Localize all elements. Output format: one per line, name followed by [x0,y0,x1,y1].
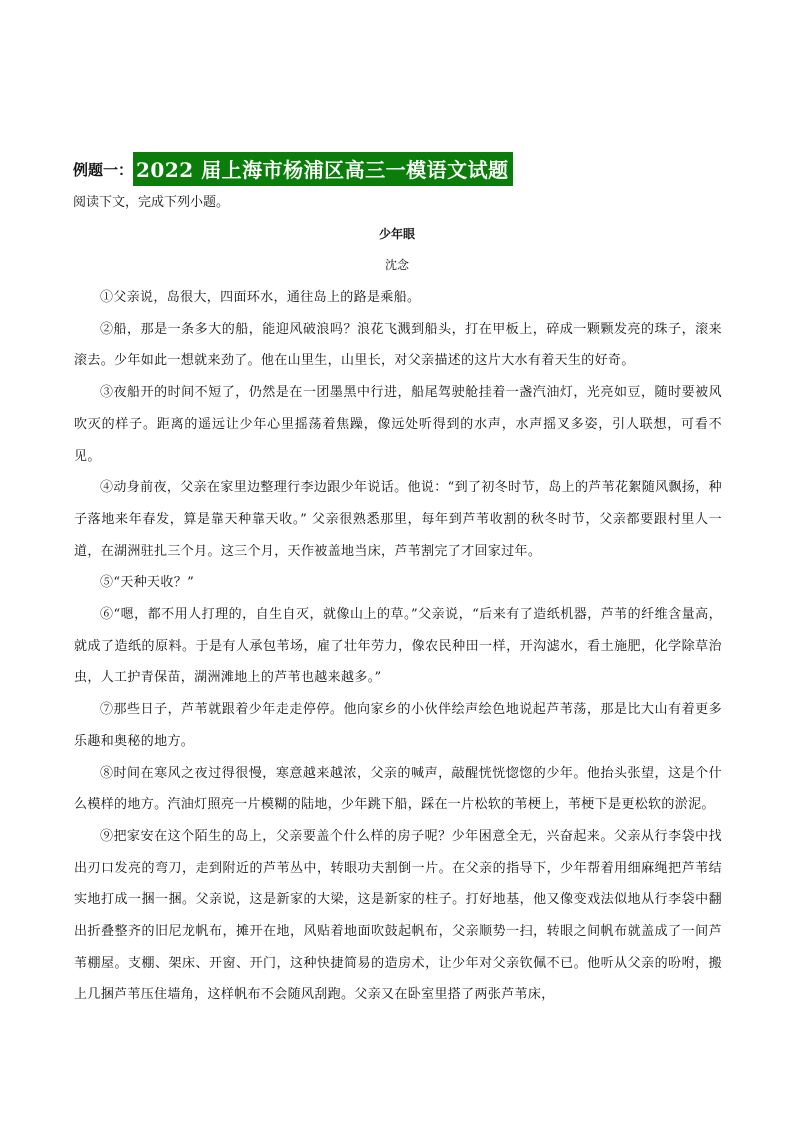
instruction-text: 阅读下文，完成下列小题。 [73,195,230,210]
paragraph-4: ④动身前夜，父亲在家里边整理行李边跟少年说话。他说：“到了初冬时节，岛上的芦苇花絮随风飘扬，种子落地来年春发，算是靠天种靠天收。” 父亲很熟悉那里，每年到芦苇收割的秋冬时节，父亲都要跟村里人一道，在湖洲驻扎三个月。这三个月，天作被盖地当床，芦苇割完了才回家过年。 [74,480,722,559]
article-body [74,282,722,1011]
question-heading [73,152,513,186]
paragraph-6: ⑥“嗯，都不用人打理的，自生自灭，就像山上的草。”父亲说，“后来有了造纸机器，芦苇的纤维含量高，就成了造纸的原料。于是有人承包苇场，雇了壮年劳力，像农民种田一样，开沟滤水，看土施肥，化学除草治虫，人工护青保苗，湖洲滩地上的芦苇也越来越多。” [74,607,722,686]
paragraph-2: ②船，那是一条多大的船，能迎风破浪吗？浪花飞溅到船头，打在甲板上，碎成一颗颗发亮的珠子，滚来滚去。少年如此一想就来劲了。他在山里生，山里长，对父亲描述的这片大水有着天生的好奇。 [74,321,722,369]
paragraph-1: ①父亲说，岛很大，四面环水，通往岛上的路是乘船。 [100,290,421,305]
paragraph-9: ⑨把家安在这个陌生的岛上，父亲要盖个什么样的房子呢？少年困意全无，兴奋起来。父亲从行李袋中找出刃口发亮的弯刀，走到附近的芦苇丛中，转眼功夫割倒一片。在父亲的指导下，少年帮着用细麻绳把芦苇结实地打成一捆一捆。父亲说，这是新家的大梁，这是新家的柱子。打好地基，他又像变戏法似地从行李袋中翻出折叠整齐的旧尼龙帆布，摊开在地，风贴着地面吹鼓起帆布，父亲顺势一扫，转眼之间帆布就盖成了一间芦苇棚屋。支棚、架床、开窗、开门，这种快捷简易的造房术，让少年对父亲钦佩不已。他听从父亲的吩咐，搬上几捆芦苇压住墙角，这样帆布不会随风刮跑。父亲又在卧室里搭了两张芦苇床， [74,828,722,1003]
paragraph-7: ⑦那些日子，芦苇就跟着少年走走停停。他向家乡的小伙伴绘声绘色地说起芦苇荡，那是比大山有着更多乐趣和奥秘的地方。 [74,702,722,749]
question-title-highlight: 2022 届上海市杨浦区高三一模语文试题 [133,152,513,186]
paragraph-3: ③夜船开的时间不短了，仍然是在一团墨黑中行进，船尾驾驶舱挂着一盏汽油灯，光亮如豆，随时要被风吹灭的样子。距离的遥远让少年心里摇荡着焦躁，像远处听得到的水声，水声摇叉多姿，引人联想，可看不见。 [74,385,722,464]
question-label: 例题一： [73,160,134,179]
article-author: 沈念 [384,258,409,272]
article-title: 少年眼 [378,227,415,241]
paragraph-5: ⑤“天种天收？” [100,575,195,591]
paragraph-8: ⑧时间在寒风之夜过得很慢，寒意越来越浓，父亲的喊声，敲醒恍恍惚惚的少年。他抬头张望，这是个什么模样的地方。汽油灯照亮一片模糊的陆地，少年跳下船，踩在一片松软的苇梗上，苇梗下是更松软的淤泥。 [74,765,722,813]
